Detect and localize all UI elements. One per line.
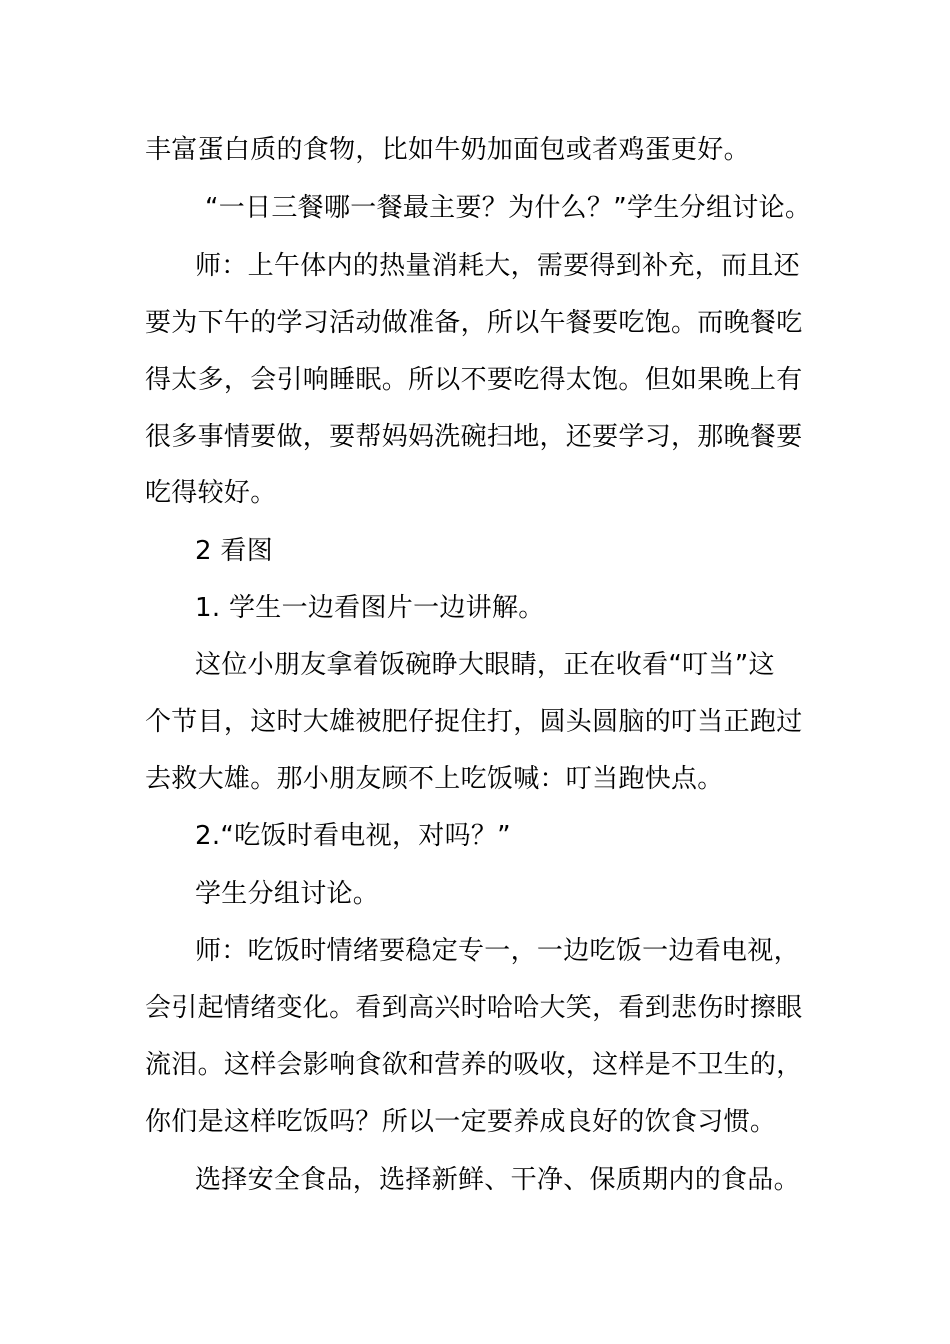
text-line: 学生分组讨论。 xyxy=(195,879,380,909)
text-line: 师：吃饭时情绪要稳定专一，一边吃饭一边看电视， xyxy=(195,936,800,966)
text-line: 你们是这样吃饭吗？所以一定要养成良好的饮食习惯。 xyxy=(145,1107,777,1137)
text-line: 个节目，这时大雄被肥仔捉住打，圆头圆脑的叮当正跑过 xyxy=(145,707,803,737)
text-line: 很多事情要做，要帮妈妈洗碗扫地，还要学习，那晚餐要 xyxy=(145,422,803,452)
text-line: 这位小朋友拿着饭碗睁大眼睛，正在收看“叮当”这 xyxy=(195,650,775,680)
section-heading: 2 看图 xyxy=(195,536,274,566)
text-line: 要为下午的学习活动做准备，所以午餐要吃饱。而晚餐吃 xyxy=(145,308,803,338)
text-line: 会引起情绪变化。看到高兴时哈哈大笑，看到悲伤时擦眼 xyxy=(145,993,803,1023)
text-line: 流泪。这样会影响食欲和营养的吸收，这样是不卫生的， xyxy=(145,1050,803,1080)
text-line: 2.“吃饭时看电视，对吗？” xyxy=(195,821,511,851)
text-line: 师：上午体内的热量消耗大，需要得到补充，而且还 xyxy=(195,251,800,281)
text-line: 选择安全食品，选择新鲜、干净、保质期内的食品。 xyxy=(195,1165,800,1195)
text-line: 丰富蛋白质的食物，比如牛奶加面包或者鸡蛋更好。 xyxy=(145,135,750,165)
text-line: 1. 学生一边看图片一边讲解。 xyxy=(195,593,545,623)
text-line: 去救大雄。那小朋友顾不上吃饭喊：叮当跑快点。 xyxy=(145,764,724,794)
text-line: 得太多，会引响睡眠。所以不要吃得太饱。但如果晚上有 xyxy=(145,365,803,395)
text-line: 吃得较好。 xyxy=(145,478,277,508)
text-line: “一日三餐哪一餐最主要？为什么？”学生分组讨论。 xyxy=(205,193,812,223)
